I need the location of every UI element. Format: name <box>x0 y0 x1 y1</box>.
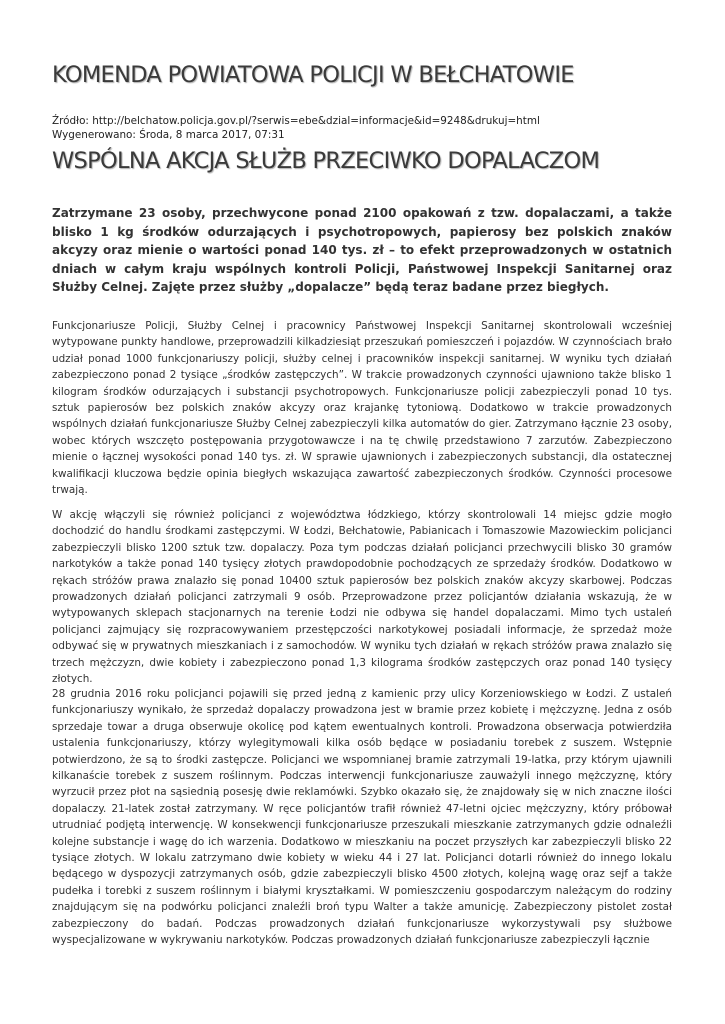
article-title: WSPÓLNA AKCJA SŁUŻB PRZECIWKO DOPALACZOM <box>52 148 600 174</box>
source-line: Źródło: http://belchatow.policja.gov.pl/?serwis=ebe&dzial=informacje&id=9248&drukuj=html <box>52 115 540 127</box>
article-paragraph-3: 28 grudnia 2016 roku policjanci pojawili się przed jedną z kamienic przy ulicy Korzeniowskiego w Łodzi. Z ustaleń funkcjonariuszy wynikało, że sprzedaż dopalaczy prowadzona jest w bramie przez kobietę i mężczyznę. Jedna z osób sprzedaje towar a druga obserwuje okolicę pod kątem ewentualnych kontroli. Prowadzona obserwacja potwierdziła ustalenia funkcjonariuszy, którzy wylegitymowali kilka osób będące w posiadaniu torebek z suszem. Wstępnie potwierdzono, że są to środki zastępcze. Policjanci we wspomnianej bramie zatrzymali 19-latka, przy którym ujawnili kilkanaście torebek z suszem roślinnym. Podczas interwencji funkcjonariusze zauważyli innego mężczyznę, który wyrzucił przez płot na sąsiednią posesję dwie reklamówki. Szybko okazało się, że znajdowały się w nich znaczne ilości dopalaczy. 21-latek został zatrzymany. W ręce policjantów trafił również 47-letni ojciec mężczyzny, który próbował utrudniać podjętą interwencję. W konsekwencji funkcjonariusze przeszukali mieszkanie zatrzymanych gdzie odnaleźli kolejne substancje i wagę do ich warzenia. Dodatkowo w mieszkaniu na poczet przyszłych kar zabezpieczyli blisko 22 tysiące złotych. W lokalu zatrzymano dwie kobiety w wieku 44 i 27 lat. Policjanci dotarli również do innego lokalu będącego w dyspozycji zatrzymanych osób, gdzie zabezpieczyli blisko 4500 złotych, kolejną wagę oraz sejf a także pudełka i torebki z suszem roślinnym i białymi kryształkami. W pomieszczeniu gospodarczym należącym do rodziny znajdującym się na podwórku policjanci znaleźli broń typu Walter a także amunicję. Zabezpieczony pistolet został zabezpieczony do badań. Podczas prowadzonych działań funkcjonariusze wykorzystywali psy służbowe wyspecjalizowane w wykrywaniu narkotyków. Podczas prowadzonych działań funkcjonariusze zabezpieczyli łącznie <box>52 688 672 947</box>
generated-line: Wygenerowano: Środa, 8 marca 2017, 07:31 <box>52 129 285 141</box>
article-paragraph-1: Funkcjonariusze Policji, Służby Celnej i pracownicy Państwowej Inspekcji Sanitarnej skontrolowali wcześniej wytypowane punkty handlowe, przeprowadzili kilkadziesiąt przeszukań pomieszczeń i pojazdów. W czynnościach brało udział ponad 1000 funkcjonariuszy policji, służby celnej i pracowników inspekcji sanitarnej. W wyniku tych działań zabezpieczono ponad 2 tysiące „środków zastępczych”. W trakcie prowadzonych czynności ujawniono także blisko 1 kilogram środków odurzających i substancji psychotropowych. Funkcjonariusze policji zabezpieczyli ponad 10 tys. sztuk papierosów bez polskich znaków akcyzy oraz krajankę tytoniową. Dodatkowo w trakcie prowadzonych wspólnych działań funkcjonariusze Służby Celnej zabezpieczyli kilka automatów do gier. Zatrzymano łącznie 23 osoby, wobec których wszczęto postępowania przygotowawcze i na tę chwilę przedstawiono 7 zarzutów. Zabezpieczono mienie o łącznej wysokości ponad 140 tys. zł. W sprawie ujawnionych i zabezpieczonych substancji, dla ostatecznej kwalifikacji kluczowa będzie opinia biegłych wskazująca zawartość zabezpieczonych środków. Czynności procesowe trwają. <box>52 320 672 497</box>
article-lead: Zatrzymane 23 osoby, przechwycone ponad 2100 opakowań z tzw. dopalaczami, a także blisko 1 kg środków odurzających i psychotropowych, papierosy bez polskich znaków akcyzy oraz mienie o wartości ponad 140 tys. zł – to efekt przeprowadzonych w ostatnich dniach w całym kraju wspólnych kontroli Policji, Państwowej Inspekcji Sanitarnej oraz Służby Celnej. Zajęte przez służby „dopalacze” będą teraz badane przez biegłych. <box>52 206 672 295</box>
article-paragraph-2: W akcję włączyli się również policjanci z województwa łódzkiego, którzy skontrolowali 14 miejsc gdzie mogło dochodzić do handlu środkami zastępczymi. W Łodzi, Bełchatowie, Pabianicach i Tomaszowie Mazowieckim policjanci zabezpieczyli blisko 1200 sztuk tzw. dopalaczy. Poza tym podczas działań policjanci przechwycili blisko 30 gramów narkotyków a także ponad 140 tysięcy złotych prawdopodobnie pochodzących ze sprzedaży środków. Dodatkowo w rękach stróżów prawa znalazło się ponad 10400 sztuk papierosów bez polskich znaków akcyzy skarbowej. Podczas prowadzonych działań policjanci zatrzymali 9 osób. Przeprowadzone przez policjantów działania wskazują, że w wytypowanych sklepach stacjonarnych na terenie Łodzi nie odbywa się handel dopalaczami. Mimo tych ustaleń policjanci zajmujący się rozpracowywaniem przestępczości narkotykowej posiadali informacje, że sprzedaż może odbywać się w prywatnych mieszkaniach i z samochodów. W wyniku tych działań w rękach stróżów prawa znalazło się trzech mężczyzn, dwie kobiety i zabezpieczono ponad 1,3 kilograma środków zastępczych oraz ponad 140 tysięcy złotych. <box>52 509 672 686</box>
print-metadata <box>52 114 540 142</box>
site-title: KOMENDA POWIATOWA POLICJI W BEŁCHATOWIE <box>52 62 574 88</box>
